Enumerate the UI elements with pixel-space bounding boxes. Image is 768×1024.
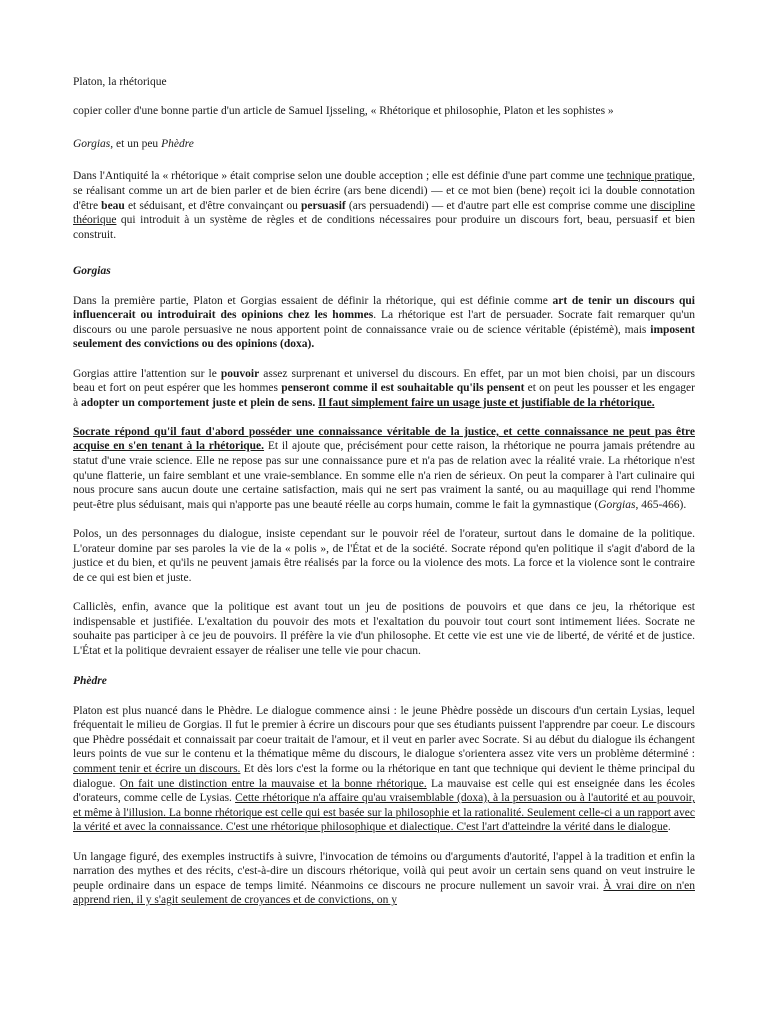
heading-gorgias: Gorgias — [73, 265, 111, 278]
subtitle-gorgias: Gorgias — [73, 137, 111, 150]
gorgias-paragraph-2: Gorgias attire l'attention sur le pouvoir assez surprenant et universel du discours. En effet, par un mot bien choisi, par un discours beau et fort on peut espérer que les hommes penseront comme il est souhaitable qu'ils pensent et on peut les pousser et les engager à adopter un comportement juste et plein de sens. Il faut simplement faire un usage juste et justifiable de la rhétorique. — [73, 367, 695, 409]
source-note: copier coller d'une bonne partie d'un article de Samuel Ijsseling, « Rhétorique et philosophie, Platon et les sophistes » — [73, 105, 614, 118]
gorgias-paragraph-4: Polos, un des personnages du dialogue, insiste cependant sur le pouvoir réel de l'orateur, surtout dans le domaine de la politique. L'orateur domine par ses paroles la vie de la « polis », de l'État et de la société. Socrate répond qu'en politique il s'agit d'abord de la justice et du bien, et qu'ils ne peuvent jamais être réalisés par la force ou la violence des mots. La force et la violence sont le contraire de ce qui est bien et juste. — [73, 528, 695, 584]
subtitle: Gorgias, et un peu Phèdre — [73, 137, 194, 150]
intro-paragraph: Dans l'Antiquité la « rhétorique » était comprise selon une double acception ; elle est définie d'une part comme une technique pratique, se réalisant comme un art de bien parler et de bien écrire (ars bene dicendi) — et ce mot bien (bene) reçoit ici la double connotation d'être beau et séduisant, et d'être convainçant ou persuasif (ars persuadendi) — et d'autre part elle est comprise comme une discipline théorique qui introduit à un système de règles et de conditions nécessaires pour produire un discours fort, beau, persuasif et bien construit. — [73, 170, 695, 241]
gorgias-paragraph-5: Calliclès, enfin, avance que la politique est avant tout un jeu de positions de pouvoirs et que dans ce jeu, la rhétorique est indispensable et justifiée. L'exaltation du pouvoir des mots et l'exaltation du pouvoir tout court sont intimement liées. Socrate ne souhaite pas participer à ce jeu de pouvoirs. Il préfère la vie d'un philosophe. Et cette vie est une vie de liberté, de vérité et de justice. L'État et la politique devraient essayer de réaliser une telle vie pour chacun. — [73, 601, 695, 657]
subtitle-phedre: Phèdre — [161, 137, 194, 150]
document-body — [73, 75, 695, 922]
phedre-paragraph-2: Un langage figuré, des exemples instructifs à suivre, l'invocation de témoins ou d'arguments d'autorité, l'appel à la tradition et enfin la narration des mythes et des récits, c'est-à-dire un discours rhétorique, voilà qui peut avoir un certain sens quand on veut instruire le peuple ordinaire dans un espace de temps limité. Néanmoins ce discours ne procure nullement un savoir vrai. À vrai dire on n'en apprend rien, il y s'agit seulement de croyances et de convictions, on y — [73, 850, 695, 907]
gorgias-paragraph-3: Socrate répond qu'il faut d'abord posséder une connaissance véritable de la justice, et cette connaissance ne peut pas être acquise en s'en tenant à la rhétorique. Et il ajoute que, précisément pour cette raison, la rhétorique ne pourra jamais prétendre au statut d'une vraie science. Elle ne repose pas sur une connaissance pure et n'a pas de relation avec la réalité vraie. La rhétorique n'est qu'une flatterie, un faire semblant et une vraie-semblance. En somme elle n'a rien de sérieux. On peut la comparer à l'art culinaire qui nous procure sans aucun doute une certaine satisfaction, mais qui ne sert pas vraiment la santé, ou au maquillage qui rend l'homme peut-être plus séduisant, mais qui n'apporte pas une beauté réelle au corps humain, comme le fait la gymnastique (Gorgias, 465-466). — [73, 425, 695, 511]
document-title: Platon, la rhétorique — [73, 76, 167, 88]
gorgias-paragraph-1: Dans la première partie, Platon et Gorgias essaient de définir la rhétorique, qui est définie comme art de tenir un discours qui influencerait ou introduirait des opinions chez les hommes. La rhétorique est l'art de persuader. Socrate fait remarquer qu'un discours ou une parole persuasive ne nous apportent point de connaissance vraie ou de science véritable (épistémè), mais imposent seulement des convictions ou des opinions (doxa). — [73, 294, 695, 351]
phedre-paragraph-1: Platon est plus nuancé dans le Phèdre. Le dialogue commence ainsi : le jeune Phèdre possède un discours d'un certain Lysias, lequel fréquentait le milieu de Gorgias. Il fut le premier à écrire un discours pour que ses étudiants puissent l'apprendre par coeur. Le discours que Phèdre possédait et connaissait par coeur traitait de l'amour, et il veut en parler avec Socrate. Si au début du dialogue ils échangent leurs points de vue sur le contenu et la thématique même du discours, le dialogue s'orientera assez vite vers un problème déterminé : comment tenir et écrire un discours. Et dès lors c'est la forme ou la rhétorique en tant que technique qui devient le thème principal du dialogue. On fait une distinction entre la mauvaise et la bonne rhétorique. La mauvaise est celle qui est enseignée dans les écoles d'orateurs, comme celle de Lysias. Cette rhétorique n'a affaire qu'au vraisemblable (doxa), à la persuasion ou à l'autorité et au pouvoir, et même à l'illusion. La bonne rhétorique est celle qui est basée sur la philosophie et la rationalité. Seulement celle-ci a un rapport avec la vérité et avec la connaissance. C'est une rhétorique philosophique et dialectique. C'est l'art d'atteindre la vérité dans le dialogue. — [73, 704, 696, 834]
heading-phedre: Phèdre — [73, 675, 107, 688]
